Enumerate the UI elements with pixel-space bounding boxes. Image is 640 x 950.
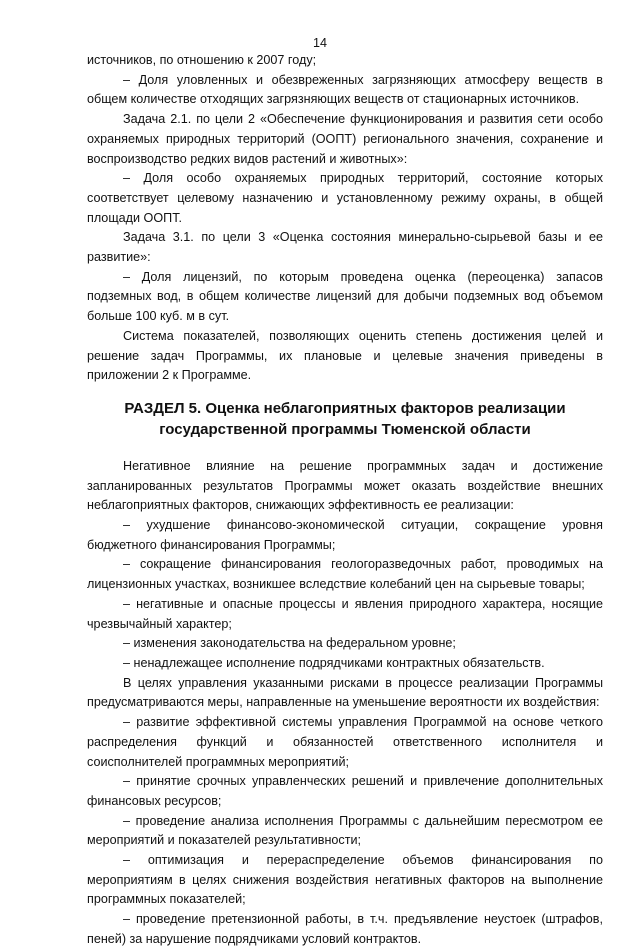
- paragraph: источников, по отношению к 2007 году;: [87, 53, 317, 67]
- paragraphs-top: [87, 51, 603, 386]
- paragraph: Система показателей, позволяющих оценить степень достижения целей и решение задач Программы, их плановые и целевые значения приведены в приложении 2 к Программе.: [87, 328, 603, 383]
- paragraph: Задача 3.1. по цели 3 «Оценка состояния минерально-сырьевой базы и ее развитие»:: [87, 230, 603, 265]
- list-item: – негативные и опасные процессы и явления природного характера, носящие чрезвычайный характер;: [87, 596, 603, 631]
- list-item: – ненадлежащее исполнение подрядчиками контрактных обязательств.: [123, 655, 545, 670]
- list-item: – сокращение финансирования геологоразведочных работ, проводимых на лицензионных участках, возникшее вследствие колебаний цен на сырьевые товары;: [87, 557, 603, 592]
- list-item: – Доля особо охраняемых природных территорий, состояние которых соответствует целевому назначению и установленному режиму охраны, в общей площади ООПТ.: [87, 171, 603, 225]
- paragraph: Негативное влияние на решение программных задач и достижение запланированных результатов Программы может оказать воздействие внешних неблагоприятных факторов, снижающих эффективность ее реализации:: [87, 458, 603, 513]
- list-item: – Доля уловленных и обезвреженных загрязняющих атмосферу веществ в общем количестве отходящих загрязняющих веществ от стационарных источников.: [87, 72, 603, 107]
- list-item: – принятие срочных управленческих решений и привлечение дополнительных финансовых ресурсов;: [87, 774, 603, 808]
- paragraph: В целях управления указанными рисками в процессе реализации Программы предусматриваются меры, направленные на уменьшение вероятности их воздействия:: [87, 675, 603, 710]
- page-number: 14: [312, 36, 327, 50]
- document-body: [87, 51, 603, 950]
- section-heading-line: государственной программы Тюменской области: [159, 420, 531, 438]
- paragraphs-bottom: [87, 457, 603, 950]
- list-item: – оптимизация и перераспределение объемов финансирования по мероприятиям в целях снижения воздействия негативных факторов на выполнение программных показателей;: [87, 853, 603, 907]
- section-heading-line: РАЗДЕЛ 5. Оценка неблагоприятных факторов реализации: [124, 399, 566, 417]
- list-item: – развитие эффективной системы управления Программой на основе четкого распределения функций и обязанностей ответственного исполнителя и соисполнителей программных мероприятий;: [87, 715, 603, 769]
- list-item: – ухудшение финансово-экономической ситуации, сокращение уровня бюджетного финансирования Программы;: [87, 518, 603, 552]
- section-heading: [87, 398, 603, 440]
- list-item: – Доля лицензий, по которым проведена оценка (переоценка) запасов подземных вод, в общем количестве лицензий для добычи подземных вод объемом больше 100 куб. м в сут.: [87, 269, 603, 324]
- paragraph: Задача 2.1. по цели 2 «Обеспечение функционирования и развития сети особо охраняемых природных территорий (ООПТ) регионального значения, сохранение и воспроизводство редких видов растений и животных»:: [87, 112, 603, 166]
- list-item: – проведение претензионной работы, в т.ч. предъявление неустоек (штрафов, пеней) за нарушение подрядчиками условий контрактов.: [87, 912, 603, 946]
- list-item: – проведение анализа исполнения Программы с дальнейшим пересмотром ее мероприятий и показателей результативности;: [87, 813, 603, 848]
- list-item: – изменения законодательства на федеральном уровне;: [123, 636, 456, 651]
